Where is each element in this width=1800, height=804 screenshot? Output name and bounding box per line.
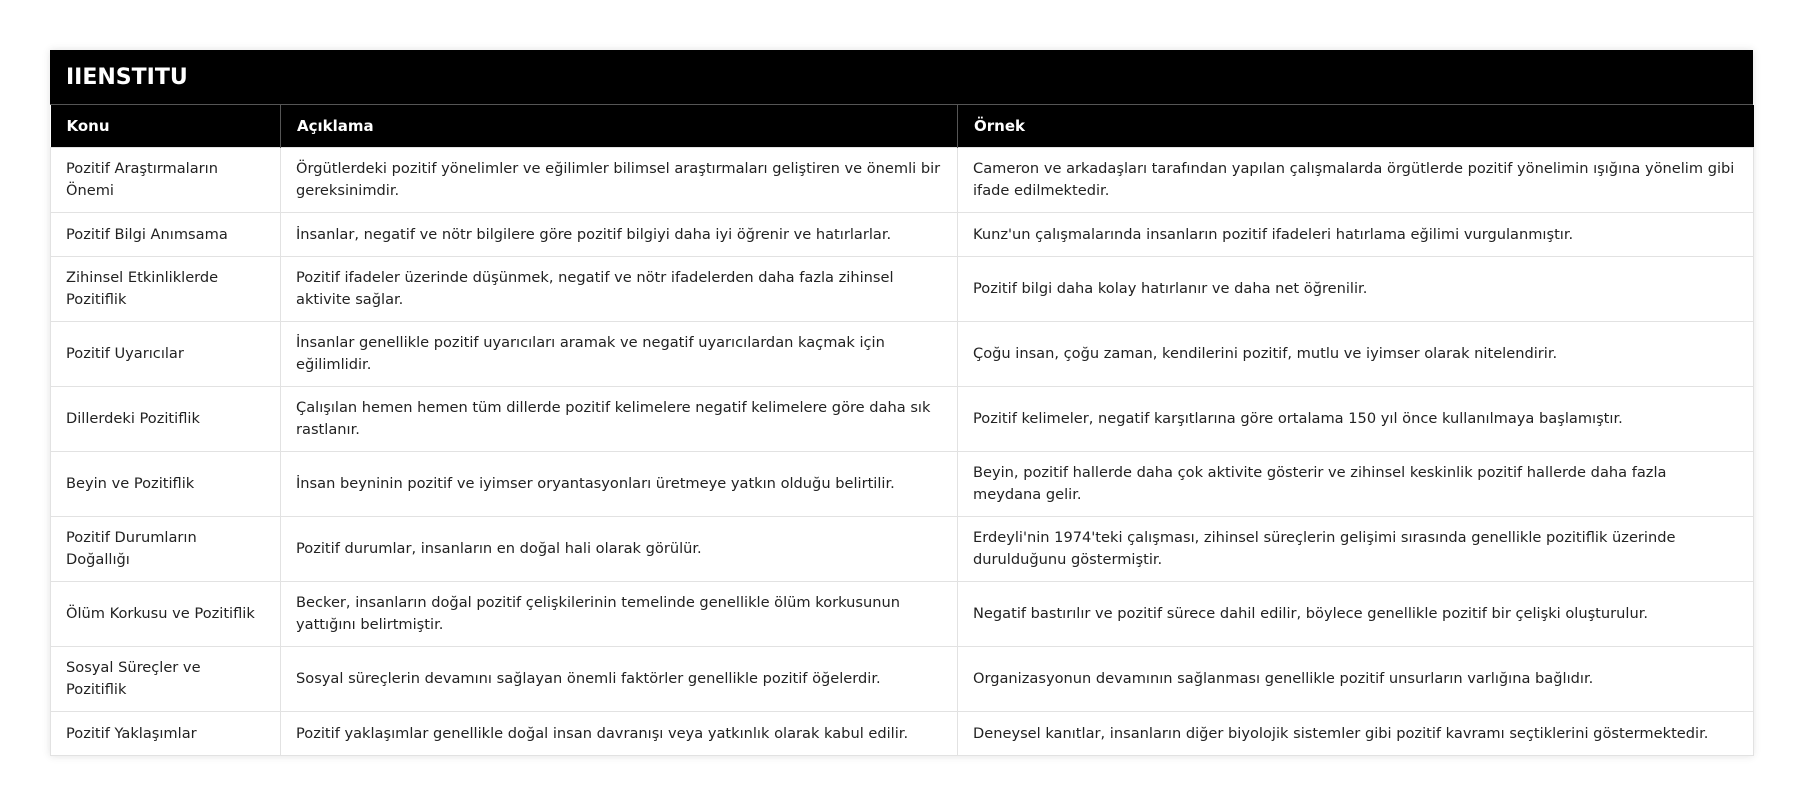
cell-konu: Pozitif Yaklaşımlar xyxy=(51,712,281,756)
table-row xyxy=(51,213,1754,257)
table-row xyxy=(51,387,1754,452)
header-aciklama: Açıklama xyxy=(281,105,958,148)
table-row xyxy=(51,452,1754,517)
cell-konu: Beyin ve Pozitiflik xyxy=(51,452,281,517)
cell-aciklama: Pozitif durumlar, insanların en doğal hali olarak görülür. xyxy=(281,517,958,582)
table-body xyxy=(51,148,1754,756)
cell-aciklama: Sosyal süreçlerin devamını sağlayan önemli faktörler genellikle pozitif öğelerdir. xyxy=(281,647,958,712)
cell-aciklama: Örgütlerdeki pozitif yönelimler ve eğilimler bilimsel araştırmaları geliştiren ve önemli bir gereksinimdir. xyxy=(281,148,958,213)
cell-aciklama: Pozitif ifadeler üzerinde düşünmek, negatif ve nötr ifadelerden daha fazla zihinsel aktivite sağlar. xyxy=(281,257,958,322)
cell-konu: Pozitif Uyarıcılar xyxy=(51,322,281,387)
header-ornek: Örnek xyxy=(958,105,1754,148)
table-row xyxy=(51,582,1754,647)
cell-ornek: Çoğu insan, çoğu zaman, kendilerini pozitif, mutlu ve iyimser olarak nitelendirir. xyxy=(958,322,1754,387)
cell-ornek: Beyin, pozitif hallerde daha çok aktivite gösterir ve zihinsel keskinlik pozitif hallerde daha fazla meydana gelir. xyxy=(958,452,1754,517)
cell-konu: Zihinsel Etkinliklerde Pozitiflik xyxy=(51,257,281,322)
table-row xyxy=(51,517,1754,582)
brand-title: IIENSTITU xyxy=(50,50,1753,105)
table-row xyxy=(51,647,1754,712)
cell-ornek: Pozitif kelimeler, negatif karşıtlarına göre ortalama 150 yıl önce kullanılmaya başlamıştır. xyxy=(958,387,1754,452)
cell-konu: Pozitif Bilgi Anımsama xyxy=(51,213,281,257)
table-header xyxy=(51,105,1754,148)
cell-aciklama: İnsanlar genellikle pozitif uyarıcıları aramak ve negatif uyarıcılardan kaçmak için eğilimlidir. xyxy=(281,322,958,387)
cell-aciklama: Pozitif yaklaşımlar genellikle doğal insan davranışı veya yatkınlık olarak kabul edilir. xyxy=(281,712,958,756)
content-card xyxy=(50,50,1753,756)
cell-aciklama: Becker, insanların doğal pozitif çelişkilerinin temelinde genellikle ölüm korkusunun yattığını belirtmiştir. xyxy=(281,582,958,647)
table-row xyxy=(51,257,1754,322)
cell-ornek: Negatif bastırılır ve pozitif sürece dahil edilir, böylece genellikle pozitif bir çelişki oluşturulur. xyxy=(958,582,1754,647)
cell-konu: Pozitif Durumların Doğallığı xyxy=(51,517,281,582)
cell-aciklama: Çalışılan hemen hemen tüm dillerde pozitif kelimelere negatif kelimelere göre daha sık rastlanır. xyxy=(281,387,958,452)
cell-ornek: Kunz'un çalışmalarında insanların pozitif ifadeleri hatırlama eğilimi vurgulanmıştır. xyxy=(958,213,1754,257)
table-row xyxy=(51,148,1754,213)
cell-konu: Sosyal Süreçler ve Pozitiflik xyxy=(51,647,281,712)
header-row xyxy=(51,105,1754,148)
data-table xyxy=(50,105,1754,756)
cell-ornek: Cameron ve arkadaşları tarafından yapılan çalışmalarda örgütlerde pozitif yönelimin ışığına yönelim gibi ifade edilmektedir. xyxy=(958,148,1754,213)
cell-konu: Dillerdeki Pozitiflik xyxy=(51,387,281,452)
table-row xyxy=(51,712,1754,756)
cell-konu: Pozitif Araştırmaların Önemi xyxy=(51,148,281,213)
cell-ornek: Deneysel kanıtlar, insanların diğer biyolojik sistemler gibi pozitif kavramı seçtiklerini göstermektedir. xyxy=(958,712,1754,756)
cell-aciklama: İnsan beyninin pozitif ve iyimser oryantasyonları üretmeye yatkın olduğu belirtilir. xyxy=(281,452,958,517)
cell-ornek: Pozitif bilgi daha kolay hatırlanır ve daha net öğrenilir. xyxy=(958,257,1754,322)
table-row xyxy=(51,322,1754,387)
header-konu: Konu xyxy=(51,105,281,148)
cell-aciklama: İnsanlar, negatif ve nötr bilgilere göre pozitif bilgiyi daha iyi öğrenir ve hatırlarlar. xyxy=(281,213,958,257)
cell-ornek: Erdeyli'nin 1974'teki çalışması, zihinsel süreçlerin gelişimi sırasında genellikle pozitiflik üzerinde durulduğunu göstermiştir. xyxy=(958,517,1754,582)
cell-ornek: Organizasyonun devamının sağlanması genellikle pozitif unsurların varlığına bağlıdır. xyxy=(958,647,1754,712)
cell-konu: Ölüm Korkusu ve Pozitiflik xyxy=(51,582,281,647)
